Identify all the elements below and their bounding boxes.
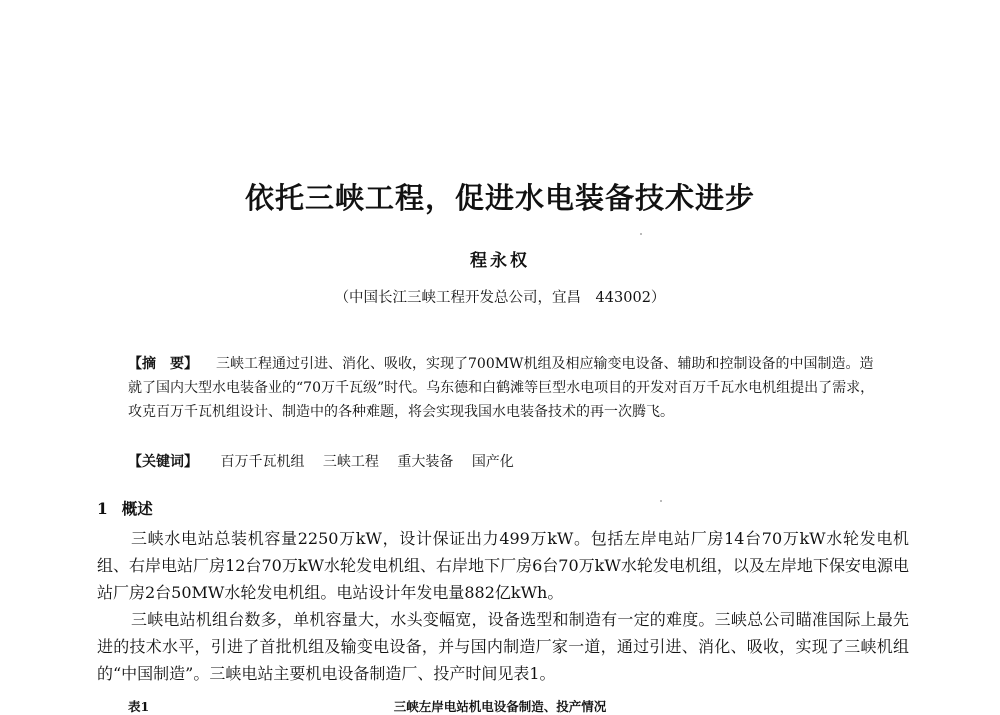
table-label: 表1 <box>128 699 150 714</box>
keyword: 重大装备 <box>397 454 454 470</box>
abstract-text: 三峡工程通过引进、消化、吸收，实现了700MW机组及相应输变电设备、辅助和控制设备的中国制造。造就了国内大型水电装备业的“70万千瓦级”时代。乌东德和白鹤滩等巨型水电项目的开发对百万千瓦水电机组提出了需求，攻克百万千瓦机组设计、制造中的各种难题，将会实现我国水电装备技术的再一次腾飞。 <box>128 356 875 420</box>
abstract-label: 【摘 要】 <box>128 356 198 372</box>
section-heading <box>97 497 153 519</box>
scan-speck <box>640 233 642 235</box>
abstract <box>128 352 880 424</box>
keyword: 三峡工程 <box>322 454 379 470</box>
keyword: 百万千瓦机组 <box>220 454 305 470</box>
author-affiliation: （中国长江三峡工程开发总公司，宜昌 443002） <box>334 290 666 306</box>
body-paragraph: 三峡水电站总装机容量2250万kW，设计保证出力499万kW。包括左岸电站厂房14台70万kW水轮发电机组、右岸电站厂房12台70万kW水轮发电机组、右岸地下厂房6台70万kW水轮发电机组，以及左岸地下保安电源电站厂房2台50MW水轮发电机组。电站设计年发电量882亿kWh。 <box>97 529 909 602</box>
section-title: 概述 <box>121 499 153 518</box>
body-paragraph: 三峡电站机组台数多，单机容量大，水头变幅宽，设备选型和制造有一定的难度。三峡总公司瞄准国际上最先进的技术水平，引进了首批机组及输变电设备，并与国内制造厂家一道，通过引进、消化、吸收，实现了三峡机组的“中国制造”。三峡电站主要机电设备制造厂、投产时间见表1。 <box>97 610 909 683</box>
scan-speck <box>660 500 662 502</box>
keyword: 国产化 <box>471 454 514 470</box>
author-name: 程永权 <box>470 251 530 271</box>
section-number: 1 <box>97 499 108 518</box>
paper-title: 依托三峡工程，促进水电装备技术进步 <box>244 181 755 215</box>
keywords <box>128 451 528 471</box>
keywords-label: 【关键词】 <box>128 454 198 470</box>
table-title: 三峡左岸电站机电设备制造、投产情况 <box>393 699 607 714</box>
